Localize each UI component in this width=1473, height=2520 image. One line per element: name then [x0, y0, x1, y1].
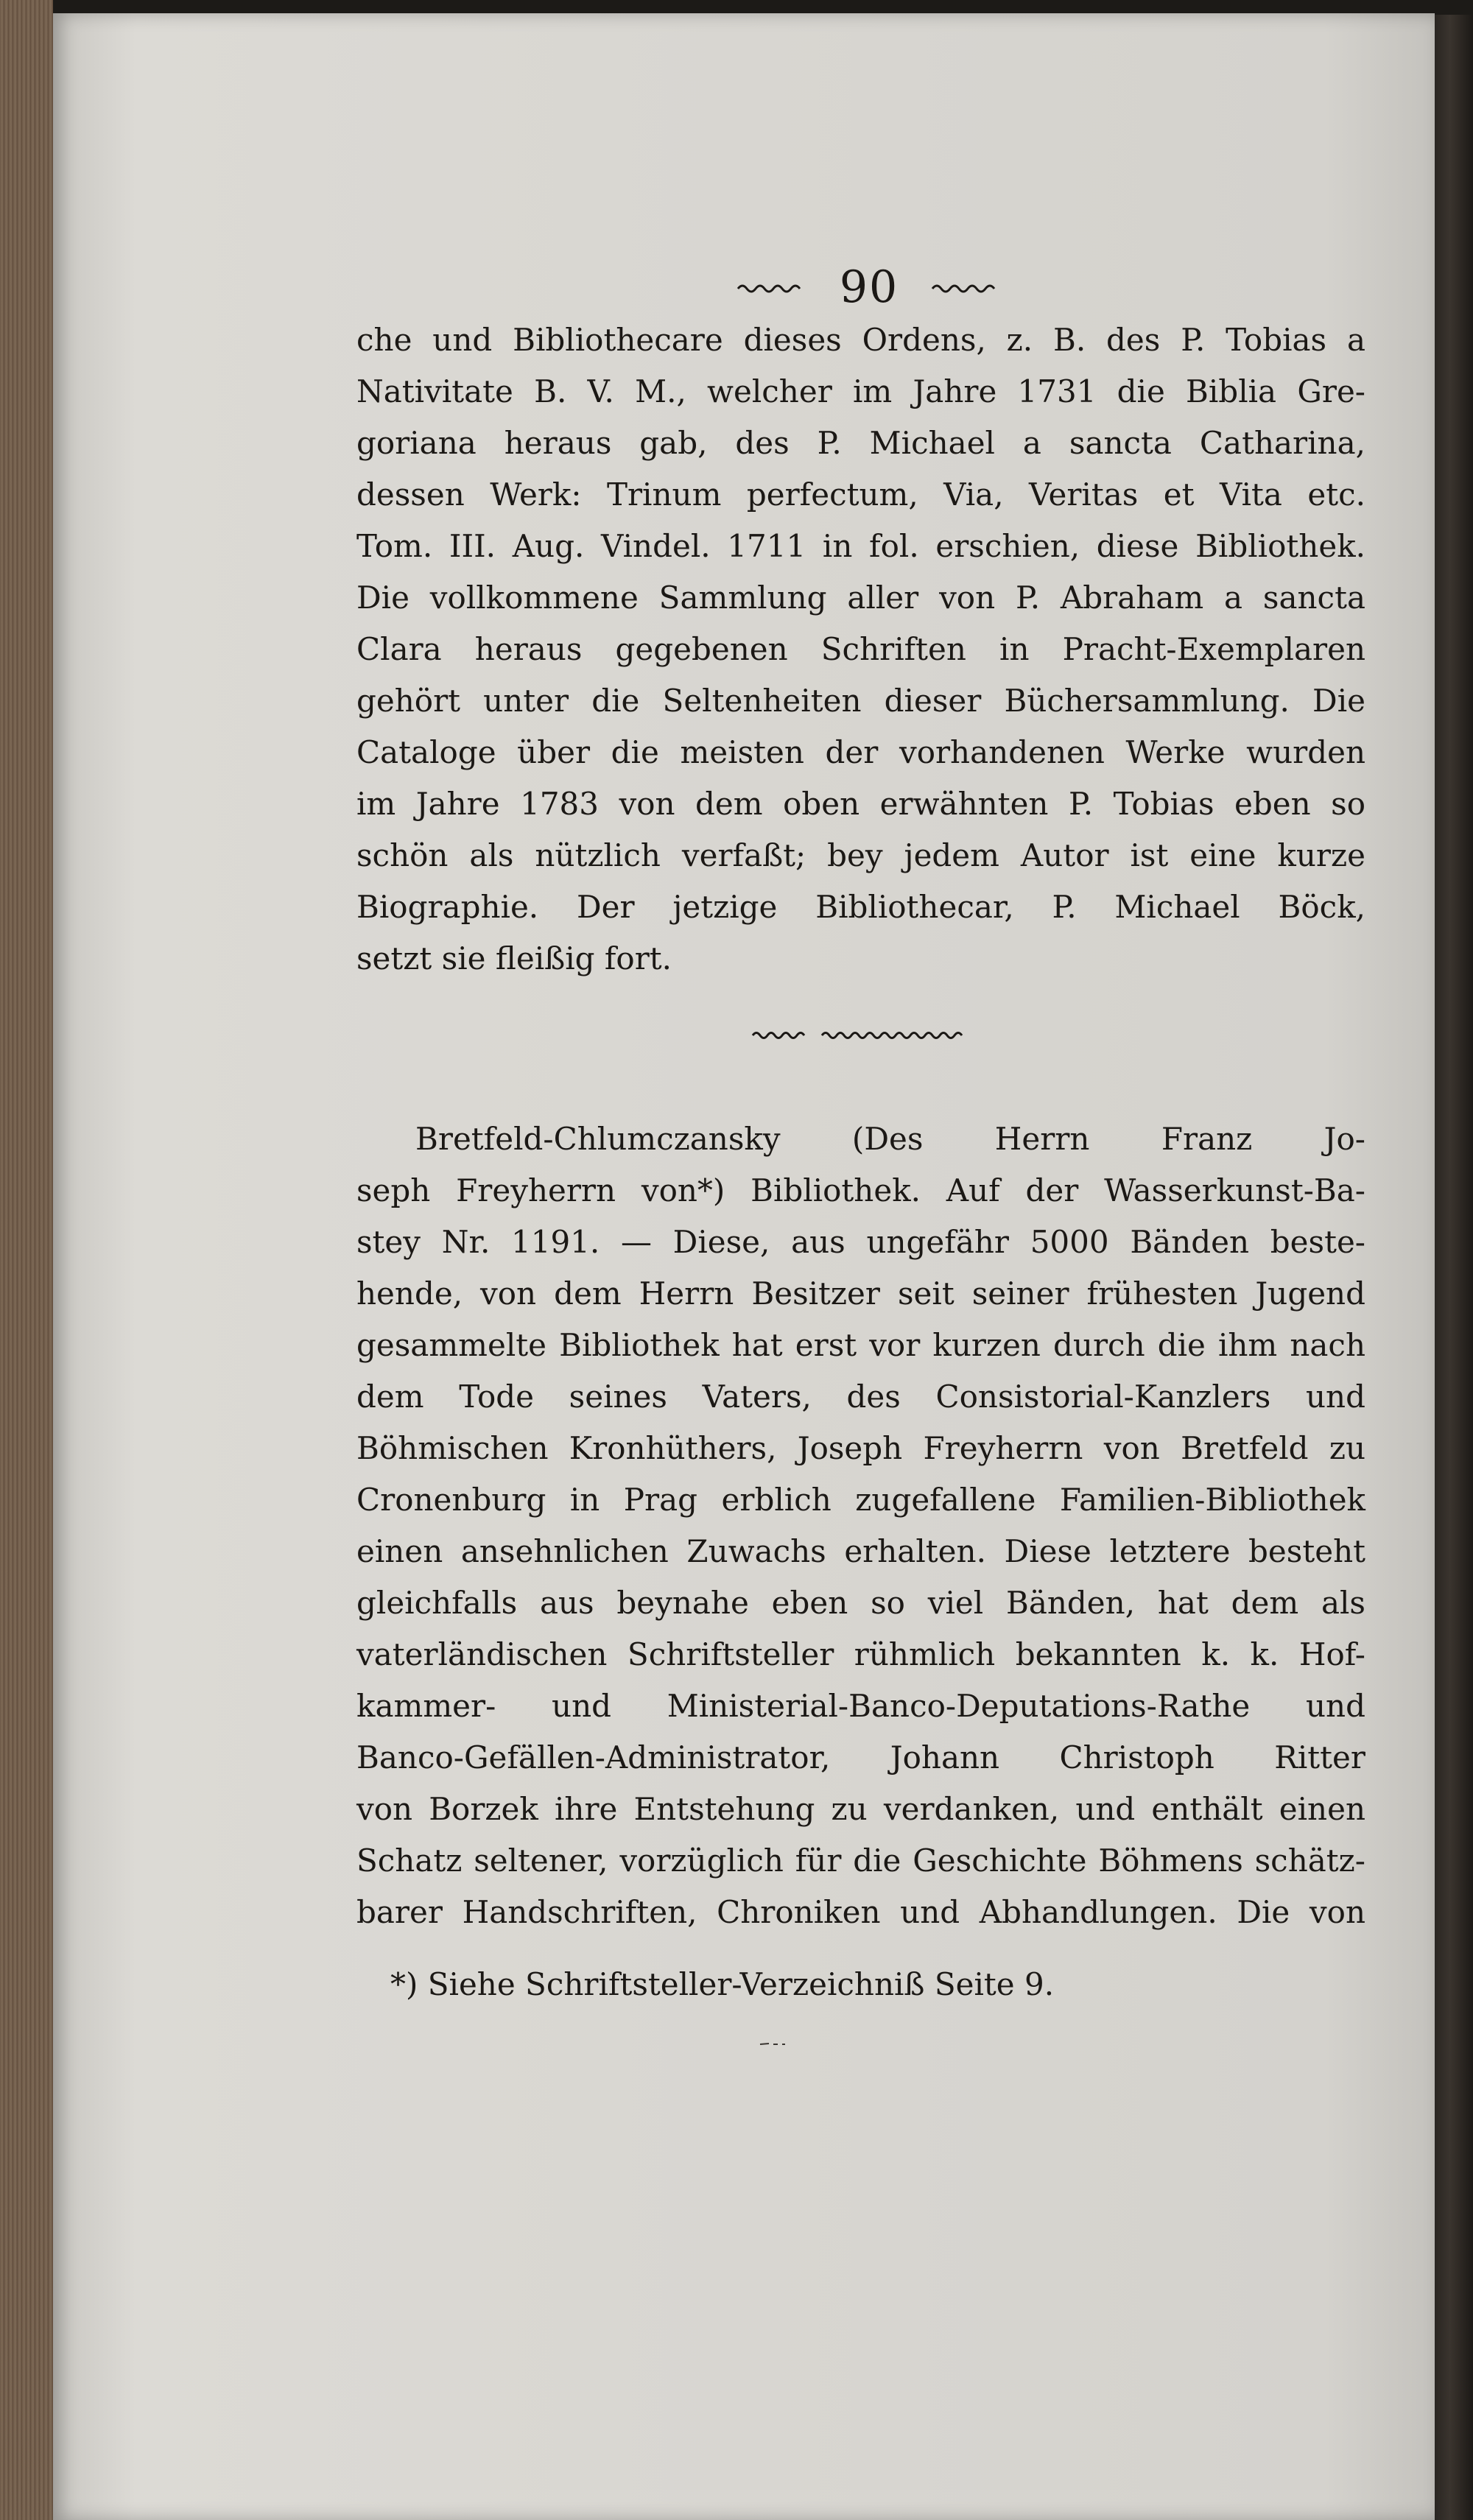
page-header	[663, 254, 1075, 320]
text-line: gleichfalls aus beynahe eben so viel Bänden, hat dem als	[356, 1585, 1365, 1621]
text-line: gesammelte Bibliothek hat erst vor kurzen durch die ihm nach	[356, 1327, 1365, 1363]
book-spine-edge	[1435, 15, 1473, 2520]
text-line: setzt sie fleißig fort.	[356, 940, 672, 976]
text-line: che und Bibliothecare dieses Ordens, z. B. des P. Tobias a	[356, 322, 1365, 358]
page-number: 90	[839, 261, 899, 313]
text-line: Bretfeld-Chlumczansky (Des Herrn Franz Jo-	[415, 1121, 1365, 1157]
text-line: hende, von dem Herrn Besitzer seit seiner frühesten Jugend	[356, 1275, 1365, 1312]
ornament-left-icon	[736, 280, 807, 295]
text-line: Cataloge über die meisten der vorhandenen Werke wurden	[356, 734, 1365, 770]
paragraph-1	[356, 314, 1365, 985]
text-line: Cronenburg in Prag erblich zugefallene Familien-Bibliothek	[356, 1482, 1365, 1518]
text-line: Nativitate B. V. M., welcher im Jahre 1731 die Biblia Gre-	[356, 373, 1365, 409]
text-line: seph Freyherrn von*) Bibliothek. Auf der Wasserkunst-Ba-	[356, 1172, 1365, 1208]
text-line: dessen Werk: Trinum perfectum, Via, Veritas et Vita etc.	[356, 476, 1365, 513]
text-line: Biographie. Der jetzige Bibliothecar, P. Michael Böck,	[356, 889, 1365, 925]
text-line: goriana heraus gab, des P. Michael a sancta Catharina,	[356, 425, 1365, 461]
section-divider-icon	[751, 1022, 965, 1044]
text-line: Tom. III. Aug. Vindel. 1711 in fol. erschien, diese Bibliothek.	[356, 528, 1365, 564]
text-line: Böhmischen Kronhüthers, Joseph Freyherrn von Bretfeld zu	[356, 1430, 1365, 1466]
text-line: Die vollkommene Sammlung aller von P. Abraham a sancta	[356, 580, 1365, 616]
text-line: einen ansehnlichen Zuwachs erhalten. Diese letztere besteht	[356, 1533, 1365, 1569]
text-line: dem Tode seines Vaters, des Consistorial-Kanzlers und	[356, 1379, 1365, 1415]
text-line: barer Handschriften, Chroniken und Abhandlungen. Die von	[356, 1894, 1365, 1930]
text-line: von Borzek ihre Entstehung zu verdanken, und enthält einen	[356, 1791, 1365, 1827]
page-stack-edge	[0, 0, 53, 2520]
printer-mark-icon	[759, 2040, 788, 2047]
text-line: Clara heraus gegebenen Schriften in Pracht-Exemplaren	[356, 631, 1365, 667]
text-line: im Jahre 1783 von dem oben erwähnten P. Tobias eben so	[356, 786, 1365, 822]
text-line: schön als nützlich verfaßt; bey jedem Autor ist eine kurze	[356, 837, 1365, 873]
paragraph-2	[356, 1113, 1365, 1938]
footnote: *) Siehe Schriftsteller-Verzeichniß Seite 9.	[390, 1966, 1055, 2002]
text-line: stey Nr. 1191. — Diese, aus ungefähr 5000 Bänden beste-	[356, 1224, 1365, 1260]
text-line: Banco-Gefällen-Administrator, Johann Christoph Ritter	[356, 1739, 1365, 1775]
text-line: kammer- und Ministerial-Banco-Deputations-Rathe und	[356, 1688, 1365, 1724]
text-line: gehört unter die Seltenheiten dieser Büchersammlung. Die	[356, 683, 1365, 719]
text-line: Schatz seltener, vorzüglich für die Geschichte Böhmens schätz-	[356, 1843, 1365, 1879]
text-line: vaterländischen Schriftsteller rühmlich bekannten k. k. Hof-	[356, 1636, 1365, 1672]
ornament-right-icon	[931, 280, 1002, 295]
